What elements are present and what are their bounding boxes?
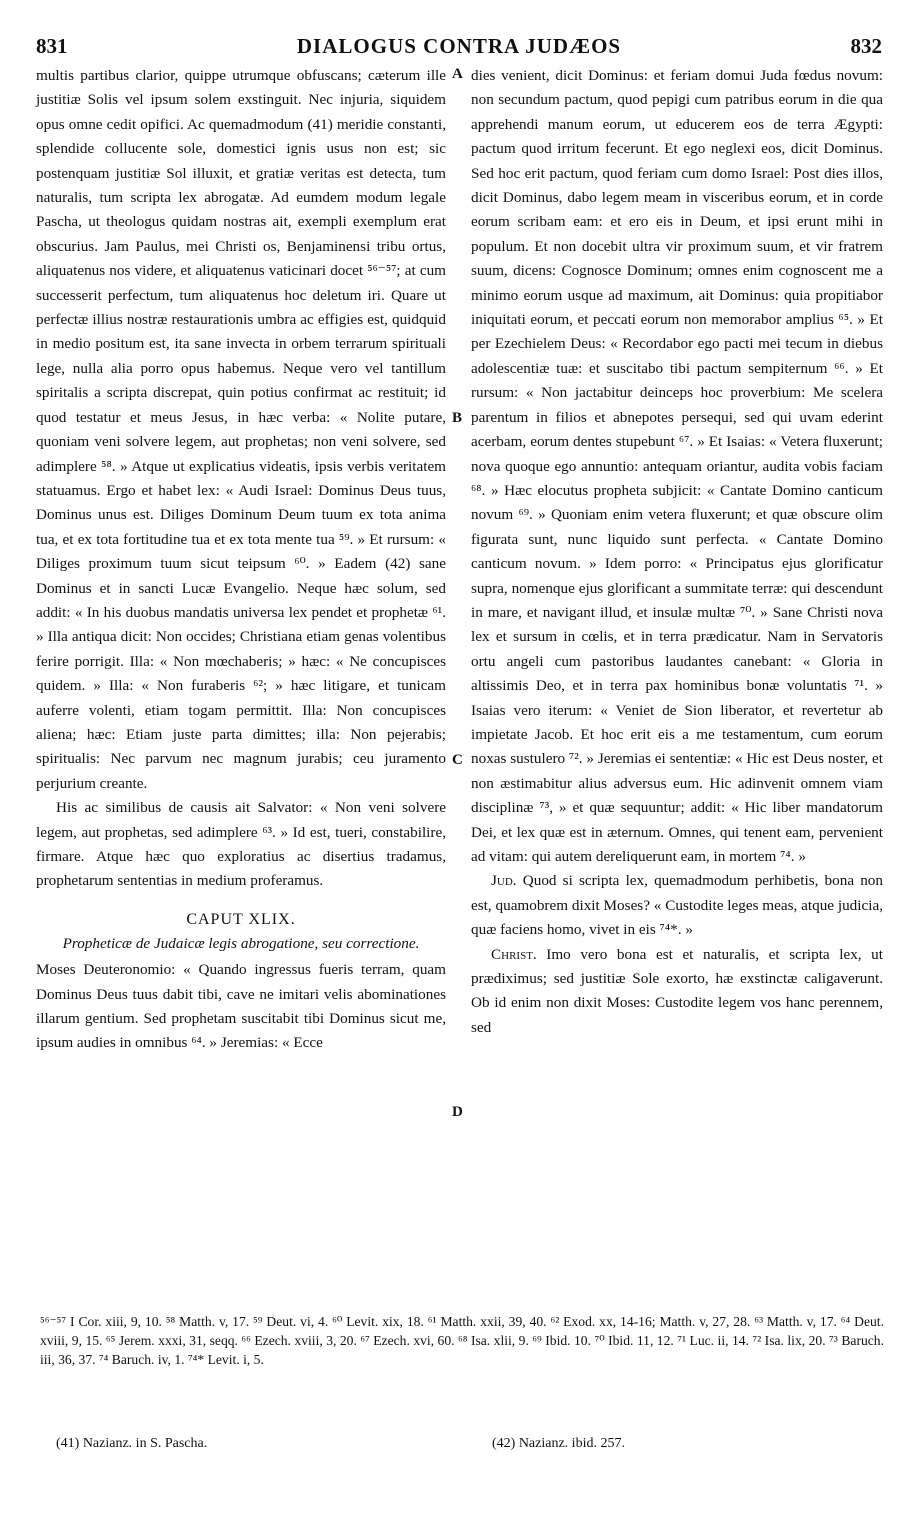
margin-marker-b: B xyxy=(452,410,463,426)
christ-speech: Imo vero bona est et naturalis, et scripta lex, ut prædiximus; sed justitiæ Sole exorto, hæ exstinctæ caligaverunt. Ob id enim non dixit Moses: Custodite legem vos hanc perennem, sed xyxy=(471,945,883,1036)
chapter-heading: CAPUT XLIX. xyxy=(186,910,296,928)
left-paragraph-1: multis partibus clarior, quippe utrumque obfuscans; cæterum ille justitiæ Solis vel ipsum solem exstinguit. Nec injuria, siquidem opus omne cedit opifici. Ac quemadmodum (41) meridie constanti, splendide collucente sole, domestici ignis usus non est; sic postenquam justitiæ Sol illuxit, et gratiæ veritas est detecta, tum naturalis, tum scripta lex abrogatæ. Ad eumdem modum legale Pascha, ut theologus quidam nostras ait, exempli exemplum erat obscurius. Jam Paulus, mei Christi os, Benjaminensi tribu ortus, aliquatenus nos videre, et aliquatenus vaticinari docet ⁵⁶⁻⁵⁷; at cum successerit perfectum, tum aliquatenus hoc deletum iri. Quare ut perfectæ illius nostræ restaurationis umbra ac effigies est, quidquid in medio positum est, ita sane invecta in orbem terrarum spirituali lege, nulla alia porro opus habemus. Neque vero vel tantillum spiritalis a scripta discrepat, quin potius confirmat ac restituit; id quod testatur et meus Jesus, in hæc verba: « Nolite putare, quoniam veni solvere legem, aut prophetas; non veni solvere, sed adimplere ⁵⁸. » Atque ut explicatius videatis, ipsis verbis veritatem statuamus. Ergo et habet lex: « Audi Israel: Dominus Deus tuus, Dominus unus est. Diliges Dominum Deum tuum ex tota anima tua, et ex tota fortitudine tua et ex tota mente tua ⁵⁹. » Et rursum: « Diliges proximum tuum sicut teipsum ⁶⁰. » Eadem (42) sane Dominus et in sancti Lucæ Evangelio. Neque hæc solum, sed addit: « In his duobus mandatis universa lex pendet et prophetæ ⁶¹. » Illa antiqua dicit: Non occides; Christiana etiam genas volentibus ferire porrigit. Illa: « Non mœchaberis; » hæc: « Ne concupisces quidem. » Illa: « Non furaberis ⁶²; » hæc litigare, et tunicam auferre volenti, etiam togam permittit. Illa: Non concupisces aliena; hæc: Etiam juste parta dimittes; illa: Non pejerabis; spiritualis: Nec parvum nec magnum jurabis; ceu juramento perjurium creante. xyxy=(36,67,446,792)
speaker-jud: Jud. xyxy=(491,872,517,890)
right-paragraph-1: dies venient, dicit Dominus: et feriam domui Juda fœdus novum: non secundum pactum, quod pepigi cum patribus eorum in die qua apprehendi manum eorum, ut educerem eos de terra Ægypti: pactum quod irritum fecerunt. Et ego neglexi eos, dicit Dominus. Sed hoc erit pactum, quod feriam cum domo Israel: Post dies illos, dicit Dominus, dabo legem meam in visceribus eorum, et in corde eorum scribam eam: et ero eis in Deum, et ipsi erunt mihi in populum. Et non docebit ultra vir proximum suum, et vir fratrem suum, dicens: Cognosce Dominum; omnes enim cognoscent me a minimo eorum usque ad maximum, ait Dominus: quia propitiabor iniquitati eorum, et peccati eorum non memorabor amplius ⁶⁵. » Et per Ezechielem Deus: « Recordabor ego pacti mei tecum in diebus adolescentiæ tuæ: et suscitabo tibi pactum sempiternum ⁶⁶. » Et rursum: « Non jactabitur deinceps hoc proverbium: Me scelera parentum in filios et abnepotes persequi, sed qui uvam ederint acerbam, eorum dentes stupebunt ⁶⁷. » Et Isaias: « Vetera fluxerunt; nova quoque ego annuntio: antequam oriantur, audita vobis faciam ⁶⁸. » Hæc elocutus propheta subjicit: « Cantate Domino canticum novum ⁶⁹. » Quoniam enim vetera fluxerunt; et quæ obscure olim figurata sunt, nunc liquido sunt perfecta. « Cantate Domino canticum novum. » Idem porro: « Principatus ejus glorificatur supra, nomenque ejus glorificant a summitate terræ: qui descendunt in mare, et navigant illud, et insulæ multæ ⁷⁰. » Sane Christi nova lex et sursum in cœlis, et in terra prædicatur. Nam in Servatoris ortu angeli cum pastoribus laudantes canebant: « Gloria in altissimis Deo, et in terra pax hominibus bonæ voluntatis ⁷¹. » Isaias vero iterum: « Veniet de Sion liberator, et revertetur ab impietate Jacob. Et hoc erit eis a me testamentum, cum eorum noxas sustulero ⁷². » Jeremias ei sententiæ: « Hic est Deus noster, et non æstimabitur alius adversus eum. Hic adinvenit omnem viam disciplinæ ⁷³, » et quæ sequuntur; addit: « Hic liber mandatorum Dei, et lex quæ est in æternum. Omnes, qui tenent eam, pervenient ad vitam: qui autem dereliquerunt eam, in mortem ⁷⁴. » xyxy=(471,67,883,865)
footnote-41: (41) Nazianz. in S. Pascha. xyxy=(56,1436,208,1451)
left-column xyxy=(36,64,446,1056)
right-column xyxy=(471,64,883,1040)
margin-marker-a: A xyxy=(452,66,463,82)
margin-marker-d: D xyxy=(452,1104,463,1120)
margin-marker-c: C xyxy=(452,752,463,768)
chapter-subtitle: Propheticæ de Judaicæ legis abrogatione, seu correctione. xyxy=(62,935,420,953)
dialogue-jud xyxy=(471,869,883,942)
scripture-references xyxy=(40,1312,884,1369)
speaker-christ: Christ. xyxy=(491,945,537,963)
references-text: ⁵⁶⁻⁵⁷ I Cor. xiii, 9, 10. ⁵⁸ Matth. v, 17. ⁵⁹ Deut. vi, 4. ⁶⁰ Levit. xix, 18. ⁶¹ Matth. xxii, 39, 40. ⁶² Exod. xx, 14-16; Matth. v, 27, 28. ⁶³ Matth. v, 17. ⁶⁴ Deut. xviii, 9, 15. ⁶⁵ Jerem. xxxi, 31, seqq. ⁶⁶ Ezech. xviii, 3, 20. ⁶⁷ Ezech. xvi, 60. ⁶⁸ Isa. xlii, 9. ⁶⁹ Ibid. 10. ⁷⁰ Ibid. 11, 12. ⁷¹ Luc. ii, 14. ⁷² Isa. lix, 20. ⁷³ Baruch. iii, 36, 37. ⁷⁴ Baruch. iv, 1. ⁷⁴* Levit. i, 5. xyxy=(40,1314,884,1367)
footnote-42: (42) Nazianz. ibid. 257. xyxy=(492,1436,625,1451)
page-number-left: 831 xyxy=(36,34,68,58)
jud-speech: Quod si scripta lex, quemadmodum perhibetis, bona non est, quamobrem dixit Moses? « Custodite leges meas, atque judicia, quæ faciens homo, vivet in eis ⁷⁴*. » xyxy=(471,872,883,939)
left-paragraph-2: His ac similibus de causis ait Salvator: « Non veni solvere legem, aut prophetas, sed adimplere ⁶³. » Id est, tueri, constabilire, firmare. Atque hæc quo exploratius ac disertius tradamus, prophetarum sententias in medium proferamus. xyxy=(36,799,446,890)
running-title: DIALOGUS CONTRA JUDÆOS xyxy=(296,34,622,58)
running-header xyxy=(36,34,882,60)
page-number-right: 832 xyxy=(850,34,882,58)
dialogue-christ xyxy=(471,943,883,1041)
left-paragraph-3: Moses Deuteronomio: « Quando ingressus fueris terram, quam Dominus Deus tuus dabit tibi, cave ne imitari velis abominationes illarum gentium. Sed prophetam suscitabit tibi Dominus sicut me, ipsum audies in omnibus ⁶⁴. » Jeremias: « Ecce xyxy=(36,961,446,1052)
